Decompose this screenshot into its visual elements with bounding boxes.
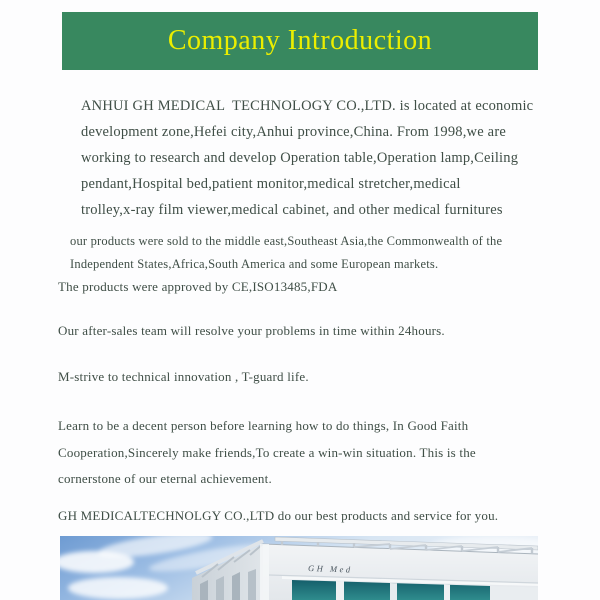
- values-line: cornerstone of our eternal achievement.: [58, 471, 272, 486]
- approval-line: The products were approved by CE,ISO13485,FDA: [58, 279, 338, 294]
- markets-line: Independent States,Africa,South America and some European markets.: [70, 257, 439, 271]
- intro-line: development zone,Hefei city,Anhui province,China. From 1998,we are: [81, 124, 506, 140]
- after-sales-line: Our after-sales team will resolve your problems in time within 24hours.: [58, 323, 445, 338]
- values-line: Learn to be a decent person before learning how to do things, In Good Faith: [58, 418, 469, 433]
- markets-paragraph: [70, 230, 502, 276]
- values-paragraph: [58, 413, 476, 493]
- corner-pillar: [260, 544, 269, 600]
- page-title: Company Introduction: [167, 25, 433, 56]
- intro-line: ANHUI GH MEDICAL TECHNOLOGY CO.,LTD. is located at economic: [81, 98, 534, 114]
- intro-line: working to research and develop Operation table,Operation lamp,Ceiling: [81, 150, 519, 166]
- intro-line: pendant,Hospital bed,patient monitor,medical stretcher,medical: [81, 176, 461, 192]
- motto-line: M-strive to technical innovation , T-guard life.: [58, 369, 309, 384]
- closing-line: GH MEDICALTECHNOLGY CO.,LTD do our best products and service for you.: [58, 508, 499, 523]
- header-banner: [62, 12, 538, 70]
- markets-line: our products were sold to the middle east,Southeast Asia,the Commonwealth of the: [70, 234, 503, 248]
- building-photo-graphic: [60, 536, 538, 600]
- company-building-photo: [60, 536, 538, 600]
- building-sign-text: GH Med: [307, 563, 353, 575]
- intro-line: trolley,x-ray film viewer,medical cabinet, and other medical furnitures: [81, 202, 503, 218]
- intro-paragraph: [81, 93, 533, 223]
- values-line: Cooperation,Sincerely make friends,To create a win-win situation. This is the: [58, 444, 476, 460]
